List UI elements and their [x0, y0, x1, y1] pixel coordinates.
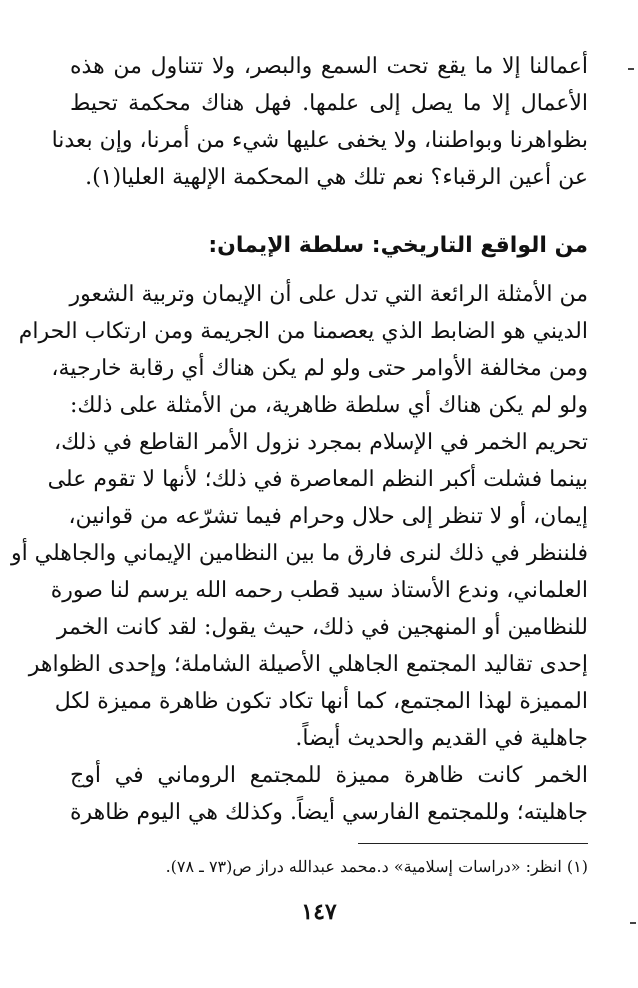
paragraph-line: من الأمثلة الرائعة التي تدل على أن الإيمان وتربية الشعور [69, 282, 588, 307]
footnote-divider [358, 843, 588, 844]
paragraph-line: بينما فشلت أكبر النظم المعاصرة في ذلك؛ لأنها لا تقوم على [47, 467, 588, 492]
section-heading: من الواقع التاريخي: سلطة الإيمان: [208, 233, 588, 258]
footnote: (١) انظر: «دراسات إسلامية» د.محمد عبدالله دراز ص(٧٣ ـ ٧٨). [165, 857, 588, 876]
paragraph-line: فلننظر في ذلك لنرى فارق ما بين النظامين الإيماني والجاهلي أو [10, 541, 588, 566]
paragraph-line: المميزة لهذا المجتمع، كما أنها تكاد تكون ظاهرة مميزة لكل [54, 689, 588, 714]
paragraph-line: أعمالنا إلا ما يقع تحت السمع والبصر، ولا تتناول من هذه [70, 54, 588, 79]
paragraph-line: الديني هو الضابط الذي يعصمنا من الجريمة ومن ارتكاب الحرام [18, 319, 588, 344]
paragraph-line: جاهلية في القديم والحديث أيضاً. [295, 726, 588, 751]
paragraph-line: الأعمال إلا ما يصل إلى علمها. فهل هناك محكمة تحيط [70, 91, 588, 116]
paragraph-line: تحريم الخمر في الإسلام بمجرد نزول الأمر القاطع في ذلك، [53, 430, 588, 455]
paragraph-2 [10, 276, 588, 757]
paragraph-line: ومن مخالفة الأوامر حتى ولو لم يكن هناك أي رقابة خارجية، [51, 356, 588, 381]
paragraph-line: عن أعين الرقباء؟ نعم تلك هي المحكمة الإلهية العليا(١). [85, 165, 588, 190]
scan-mark [630, 922, 636, 924]
paragraph-line: الخمر كانت ظاهرة مميزة للمجتمع الروماني في أوج [70, 763, 588, 788]
page-number: ١٤٧ [301, 899, 337, 925]
paragraph-line: للنظامين أو المنهجين في ذلك، حيث يقول: لقد كانت الخمر [56, 615, 588, 640]
paragraph-line: العلماني، وندع الأستاذ سيد قطب رحمه الله يرسم لنا صورة [50, 578, 588, 603]
paragraph-line: إيمان، أو لا تنظر إلى حلال وحرام فيما تشرّعه من قوانين، [68, 504, 588, 529]
scan-mark [628, 68, 634, 70]
paragraph-line: إحدى تقاليد المجتمع الجاهلي الأصيلة الشاملة؛ وإحدى الظواهر [28, 652, 588, 677]
paragraph-line: جاهليته؛ وللمجتمع الفارسي أيضاً. وكذلك هي اليوم ظاهرة [70, 800, 588, 825]
paragraph-line: بظواهرنا وبواطننا، ولا يخفى عليها شيء من أمرنا، وإن بعدنا [51, 128, 588, 153]
paragraph-3 [70, 757, 588, 831]
paragraph-line: ولو لم يكن هناك أي سلطة ظاهرية، من الأمثلة على ذلك: [70, 393, 588, 418]
paragraph-1 [51, 48, 588, 196]
